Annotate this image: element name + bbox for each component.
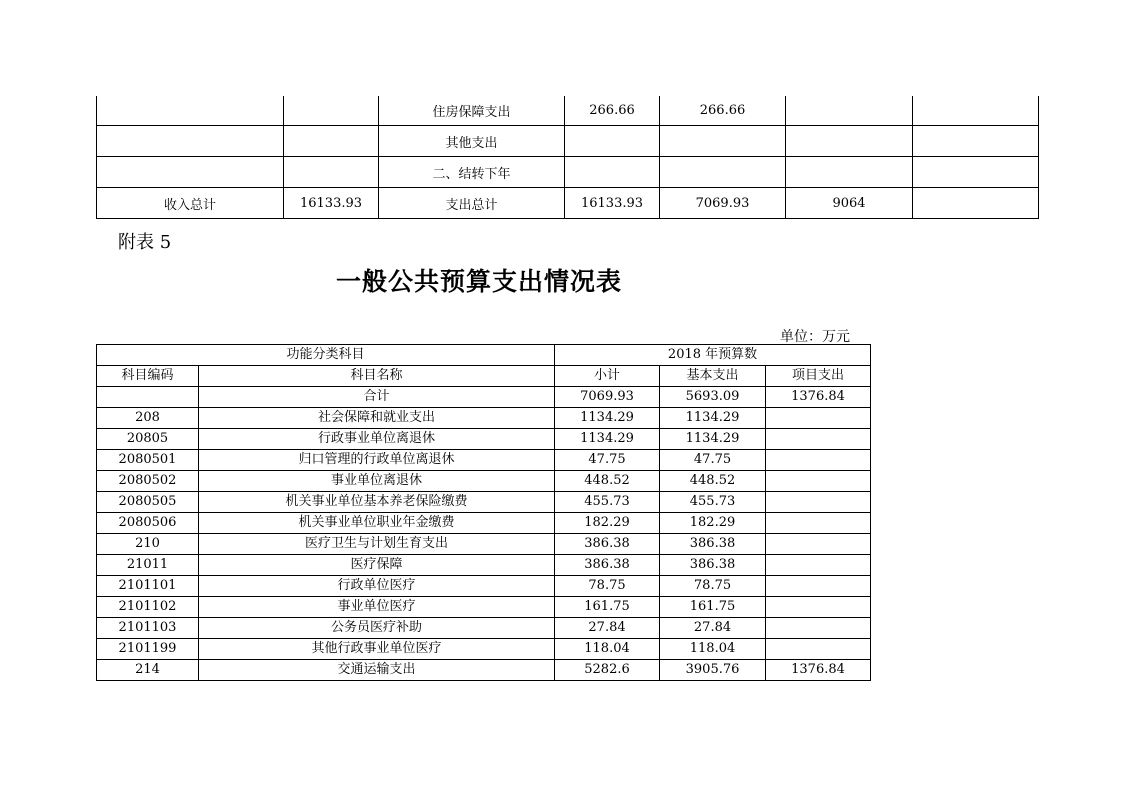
summary-cell: 二、结转下年: [379, 157, 565, 188]
table-row: [97, 513, 871, 534]
summary-cell: [913, 188, 1039, 219]
basic-column-header: 基本支出: [660, 366, 766, 387]
summary-cell: [284, 126, 379, 157]
project-cell: [766, 492, 871, 513]
subtotal-cell: 1134.29: [555, 408, 660, 429]
code-cell: 2080506: [97, 513, 199, 534]
summary-row: [97, 188, 1039, 219]
subtotal-cell: 386.38: [555, 555, 660, 576]
project-cell: [766, 450, 871, 471]
name-cell: 医疗卫生与计划生育支出: [199, 534, 555, 555]
project-cell: [766, 471, 871, 492]
code-cell: 2080502: [97, 471, 199, 492]
name-cell: 行政单位医疗: [199, 576, 555, 597]
summary-cell: [913, 96, 1039, 126]
basic-cell: 1134.29: [660, 429, 766, 450]
basic-cell: 448.52: [660, 471, 766, 492]
subtotal-cell: 7069.93: [555, 387, 660, 408]
subtotal-cell: 5282.6: [555, 660, 660, 681]
summary-row: [97, 126, 1039, 157]
basic-cell: 1134.29: [660, 408, 766, 429]
code-cell: 2101199: [97, 639, 199, 660]
table-row: [97, 534, 871, 555]
basic-cell: 386.38: [660, 555, 766, 576]
project-cell: [766, 513, 871, 534]
income-expense-summary-table: [96, 96, 1039, 219]
project-cell: [766, 534, 871, 555]
code-cell: 210: [97, 534, 199, 555]
code-cell: 2080505: [97, 492, 199, 513]
basic-cell: 78.75: [660, 576, 766, 597]
subtotal-cell: 448.52: [555, 471, 660, 492]
summary-cell: [284, 157, 379, 188]
project-cell: 1376.84: [766, 660, 871, 681]
name-cell: 交通运输支出: [199, 660, 555, 681]
table-row: [97, 429, 871, 450]
subtotal-cell: 78.75: [555, 576, 660, 597]
code-column-header: 科目编码: [97, 366, 199, 387]
basic-cell: 182.29: [660, 513, 766, 534]
name-cell: 事业单位离退休: [199, 471, 555, 492]
name-cell: 归口管理的行政单位离退休: [199, 450, 555, 471]
subtotal-cell: 27.84: [555, 618, 660, 639]
summary-cell: [786, 126, 913, 157]
basic-cell: 27.84: [660, 618, 766, 639]
project-column-header: 项目支出: [766, 366, 871, 387]
summary-cell: 收入总计: [97, 188, 284, 219]
summary-row: [97, 157, 1039, 188]
code-cell: 2101103: [97, 618, 199, 639]
table-row: [97, 408, 871, 429]
table-row: [97, 639, 871, 660]
summary-cell: [786, 96, 913, 126]
basic-cell: 47.75: [660, 450, 766, 471]
basic-cell: 455.73: [660, 492, 766, 513]
summary-cell: 266.66: [565, 96, 660, 126]
group-header-row: [97, 345, 871, 366]
subtotal-cell: 386.38: [555, 534, 660, 555]
project-cell: [766, 408, 871, 429]
summary-cell: 266.66: [660, 96, 786, 126]
table-row: [97, 660, 871, 681]
project-cell: [766, 576, 871, 597]
summary-cell: [913, 157, 1039, 188]
table-row: [97, 471, 871, 492]
subtotal-cell: 161.75: [555, 597, 660, 618]
table-row: [97, 576, 871, 597]
column-header-row: [97, 366, 871, 387]
code-cell: 21011: [97, 555, 199, 576]
summary-cell: [565, 157, 660, 188]
table-row: [97, 597, 871, 618]
project-cell: [766, 555, 871, 576]
basic-cell: 386.38: [660, 534, 766, 555]
budget-year-header: 2018 年预算数: [555, 345, 871, 366]
name-cell: 合计: [199, 387, 555, 408]
summary-cell: [97, 96, 284, 126]
code-cell: 2101101: [97, 576, 199, 597]
code-cell: 2080501: [97, 450, 199, 471]
summary-cell: [565, 126, 660, 157]
basic-cell: 5693.09: [660, 387, 766, 408]
code-cell: 214: [97, 660, 199, 681]
basic-cell: 3905.76: [660, 660, 766, 681]
name-cell: 社会保障和就业支出: [199, 408, 555, 429]
subtotal-column-header: 小计: [555, 366, 660, 387]
table-row: [97, 450, 871, 471]
summary-cell: 16133.93: [565, 188, 660, 219]
summary-cell: 9064: [786, 188, 913, 219]
code-cell: 208: [97, 408, 199, 429]
table-row: [97, 618, 871, 639]
general-public-budget-expenditure-table: [96, 344, 871, 681]
code-cell: 2101102: [97, 597, 199, 618]
table-row: [97, 387, 871, 408]
summary-cell: [97, 126, 284, 157]
code-cell: [97, 387, 199, 408]
basic-cell: 161.75: [660, 597, 766, 618]
subtotal-cell: 182.29: [555, 513, 660, 534]
summary-cell: [284, 96, 379, 126]
project-cell: [766, 618, 871, 639]
code-cell: 20805: [97, 429, 199, 450]
summary-cell: 住房保障支出: [379, 96, 565, 126]
summary-cell: [913, 126, 1039, 157]
summary-cell: [786, 157, 913, 188]
subtotal-cell: 118.04: [555, 639, 660, 660]
name-cell: 公务员医疗补助: [199, 618, 555, 639]
basic-cell: 118.04: [660, 639, 766, 660]
project-cell: [766, 429, 871, 450]
project-cell: [766, 597, 871, 618]
project-cell: [766, 639, 871, 660]
summary-cell: 其他支出: [379, 126, 565, 157]
page-title: 一般公共预算支出情况表: [336, 267, 623, 296]
name-column-header: 科目名称: [199, 366, 555, 387]
summary-cell: 7069.93: [660, 188, 786, 219]
name-cell: 医疗保障: [199, 555, 555, 576]
name-cell: 其他行政事业单位医疗: [199, 639, 555, 660]
table-row: [97, 492, 871, 513]
summary-cell: [660, 126, 786, 157]
name-cell: 机关事业单位职业年金缴费: [199, 513, 555, 534]
subtotal-cell: 47.75: [555, 450, 660, 471]
name-cell: 行政事业单位离退休: [199, 429, 555, 450]
summary-cell: [660, 157, 786, 188]
summary-cell: 支出总计: [379, 188, 565, 219]
subtotal-cell: 1134.29: [555, 429, 660, 450]
appendix-label: 附表 5: [118, 232, 172, 253]
name-cell: 机关事业单位基本养老保险缴费: [199, 492, 555, 513]
summary-row: [97, 96, 1039, 126]
name-cell: 事业单位医疗: [199, 597, 555, 618]
summary-cell: [97, 157, 284, 188]
unit-label: 单位：万元: [780, 329, 850, 345]
subtotal-cell: 455.73: [555, 492, 660, 513]
table-row: [97, 555, 871, 576]
project-cell: 1376.84: [766, 387, 871, 408]
classification-header: 功能分类科目: [97, 345, 555, 366]
summary-cell: 16133.93: [284, 188, 379, 219]
